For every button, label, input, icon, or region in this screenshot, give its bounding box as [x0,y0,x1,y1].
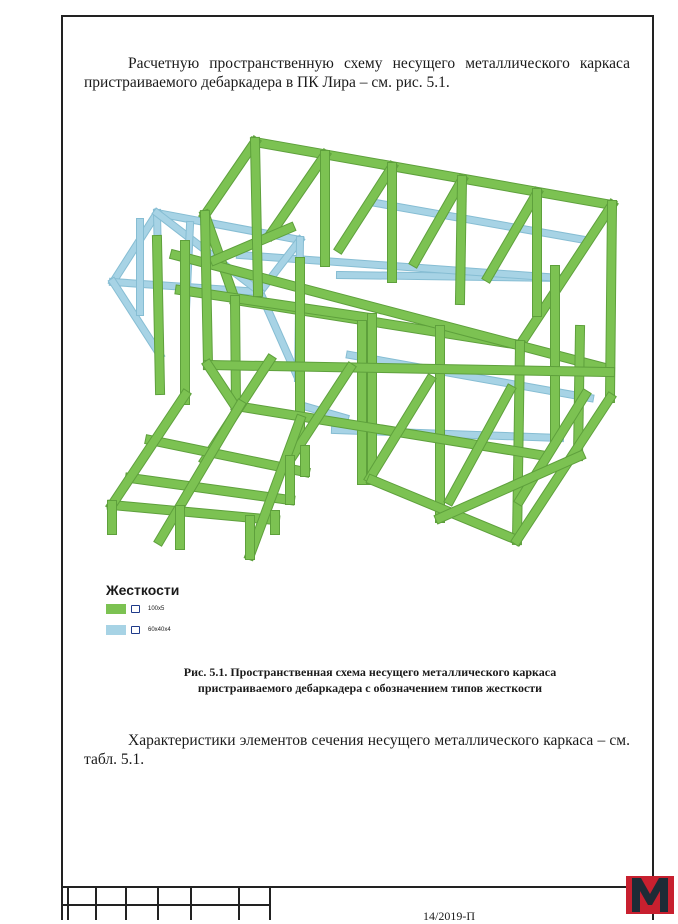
blue-member [113,213,157,282]
brand-logo-icon [626,874,674,914]
figure-caption [80,664,660,696]
stamp-line [67,886,69,920]
legend-swatch-green [106,604,126,614]
section-square-icon [131,605,140,613]
green-member [157,240,160,390]
green-member [517,398,610,540]
green-member [488,193,537,277]
stamp-line [125,886,127,920]
green-member [205,142,255,215]
document-code: 14/2019-П [423,909,475,923]
section-square-icon [131,626,140,634]
legend-title: Жесткости [106,582,180,598]
legend-item-blue [106,625,171,635]
caption-line-1: Рис. 5.1. Пространственная схема несущего металлического каркаса [183,665,557,679]
structural-frame-figure [95,125,625,565]
stamp-line [269,886,271,920]
caption-line-2: пристраиваемого дебаркадера с обозначением типов жесткости [197,681,543,695]
green-member [460,180,462,300]
legend-item-green [106,604,164,614]
green-member [130,478,290,500]
legend-label-blue: 60x40x4 [148,627,171,633]
table-reference-paragraph: Характеристики элементов сечения несущего металлического каркаса – см. табл. 5.1. [84,732,630,768]
stamp-line [95,886,97,920]
intro-paragraph: Расчетную пространственную схему несущего металлического каркаса пристраиваемого дебаркадера в ПК Лира – см. рис. 5.1. [84,55,630,91]
stamp-line [238,886,240,920]
green-member [235,300,236,406]
blue-member [370,202,585,240]
stamp-line [157,886,159,920]
legend-label-green: 100x5 [148,606,165,612]
green-member [255,142,258,292]
green-member [270,155,325,235]
legend-swatch-blue [106,625,126,635]
title-block-stamp [61,886,654,920]
stamp-line [190,886,192,920]
stamp-line [61,886,654,888]
green-member [205,215,208,365]
